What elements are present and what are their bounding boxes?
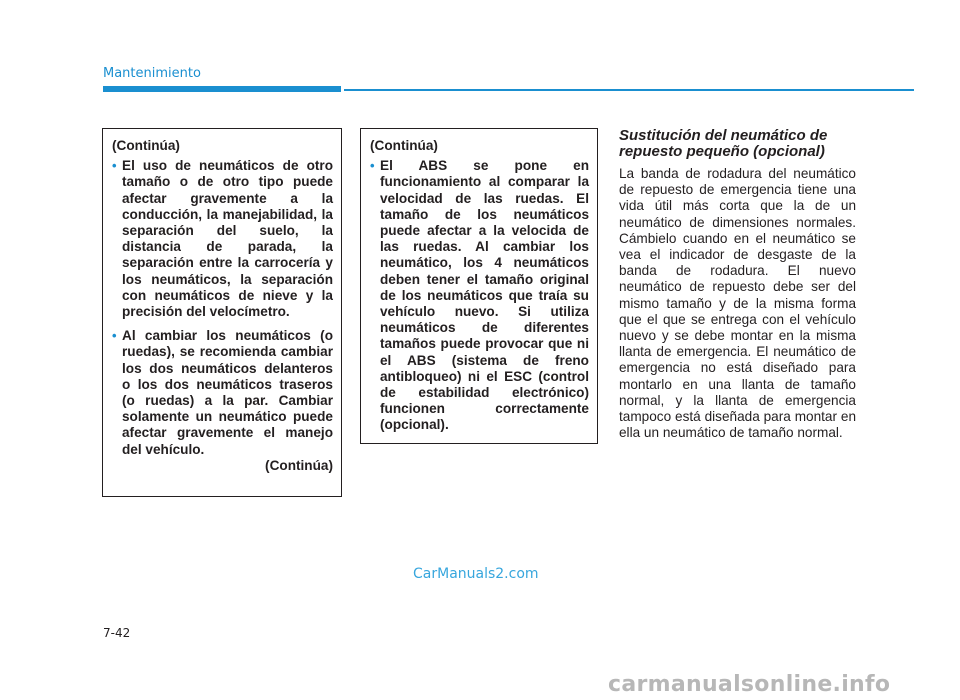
spare-tire-section xyxy=(619,128,856,441)
section-heading: Sustitución del neumático de repuesto pequeño (opcional) xyxy=(619,127,828,160)
header-rule-thin xyxy=(344,89,914,91)
bullet-text: El ABS se pone en funcionamiento al comparar la velocidad de las ruedas. El tamaño de los neumáticos puede afectar a la velocida de las ruedas. Al cambiar los neumático, los 4 neumáticos deben tener el tamaño original de los neumáticos que traía su vehículo nuevo. Si utiliza neumáticos de diferentes tamaños puede provocar que ni el ABS (sistema de freno antibloqueo) ni el ESC (control de estabilidad electrónico) funcionen correctamente (opcional). xyxy=(380,158,589,433)
continued-label-top: (Continúa) xyxy=(112,138,180,153)
bullet-item xyxy=(112,328,333,458)
bullet-icon: • xyxy=(112,328,117,344)
bullet-text: Al cambiar los neumáticos (o ruedas), se recomienda cambiar los dos neumáticos delanteros o los dos neumáticos traseros (o ruedas) a la par. Cambiar solamente un neumático puede afectar gravemente el manejo del vehículo. xyxy=(122,328,333,457)
bullet-icon: • xyxy=(370,158,375,174)
bullet-item xyxy=(112,158,333,320)
page-number: 7-42 xyxy=(103,626,131,640)
section-header: Mantenimiento xyxy=(103,66,201,81)
warning-box-continued-1 xyxy=(102,128,342,497)
bullet-item xyxy=(370,158,589,433)
continued-label-top: (Continúa) xyxy=(370,138,438,153)
footer-brand-watermark: carmanualsonline.info xyxy=(608,672,891,697)
section-body: La banda de rodadura del neumático de repuesto de emergencia tiene una vida útil más corta que la de un neumático de dimensiones normales. Cámbielo cuando en el neumático se vea el indicador de desgaste de la banda de rodadura. El nuevo neumático de repuesto debe ser del mismo tamaño y de la misma forma que el que se entrega con el vehículo nuevo y se debe montar en la misma llanta de emergencia. El neumático de emergencia no está diseñado para montarlo en una llanta de tamaño normal, y la llanta de emergencia tampoco está diseñada para montar en ella un neumático de tamaño normal. xyxy=(619,166,856,441)
watermark-link[interactable]: CarManuals2.com xyxy=(413,566,539,582)
bullet-icon: • xyxy=(112,158,117,174)
continued-label-bottom: (Continúa) xyxy=(265,457,333,473)
bullet-text: El uso de neumáticos de otro tamaño o de otro tipo puede afectar gravemente a la conducción, la manejabilidad, la separación del suelo, la distancia de parada, la separación entre la carrocería y los neumáticos, la separación con neumáticos de nieve y la precisión del velocímetro. xyxy=(122,158,333,320)
header-rule-thick xyxy=(103,86,341,92)
warning-box-continued-2 xyxy=(360,128,598,444)
